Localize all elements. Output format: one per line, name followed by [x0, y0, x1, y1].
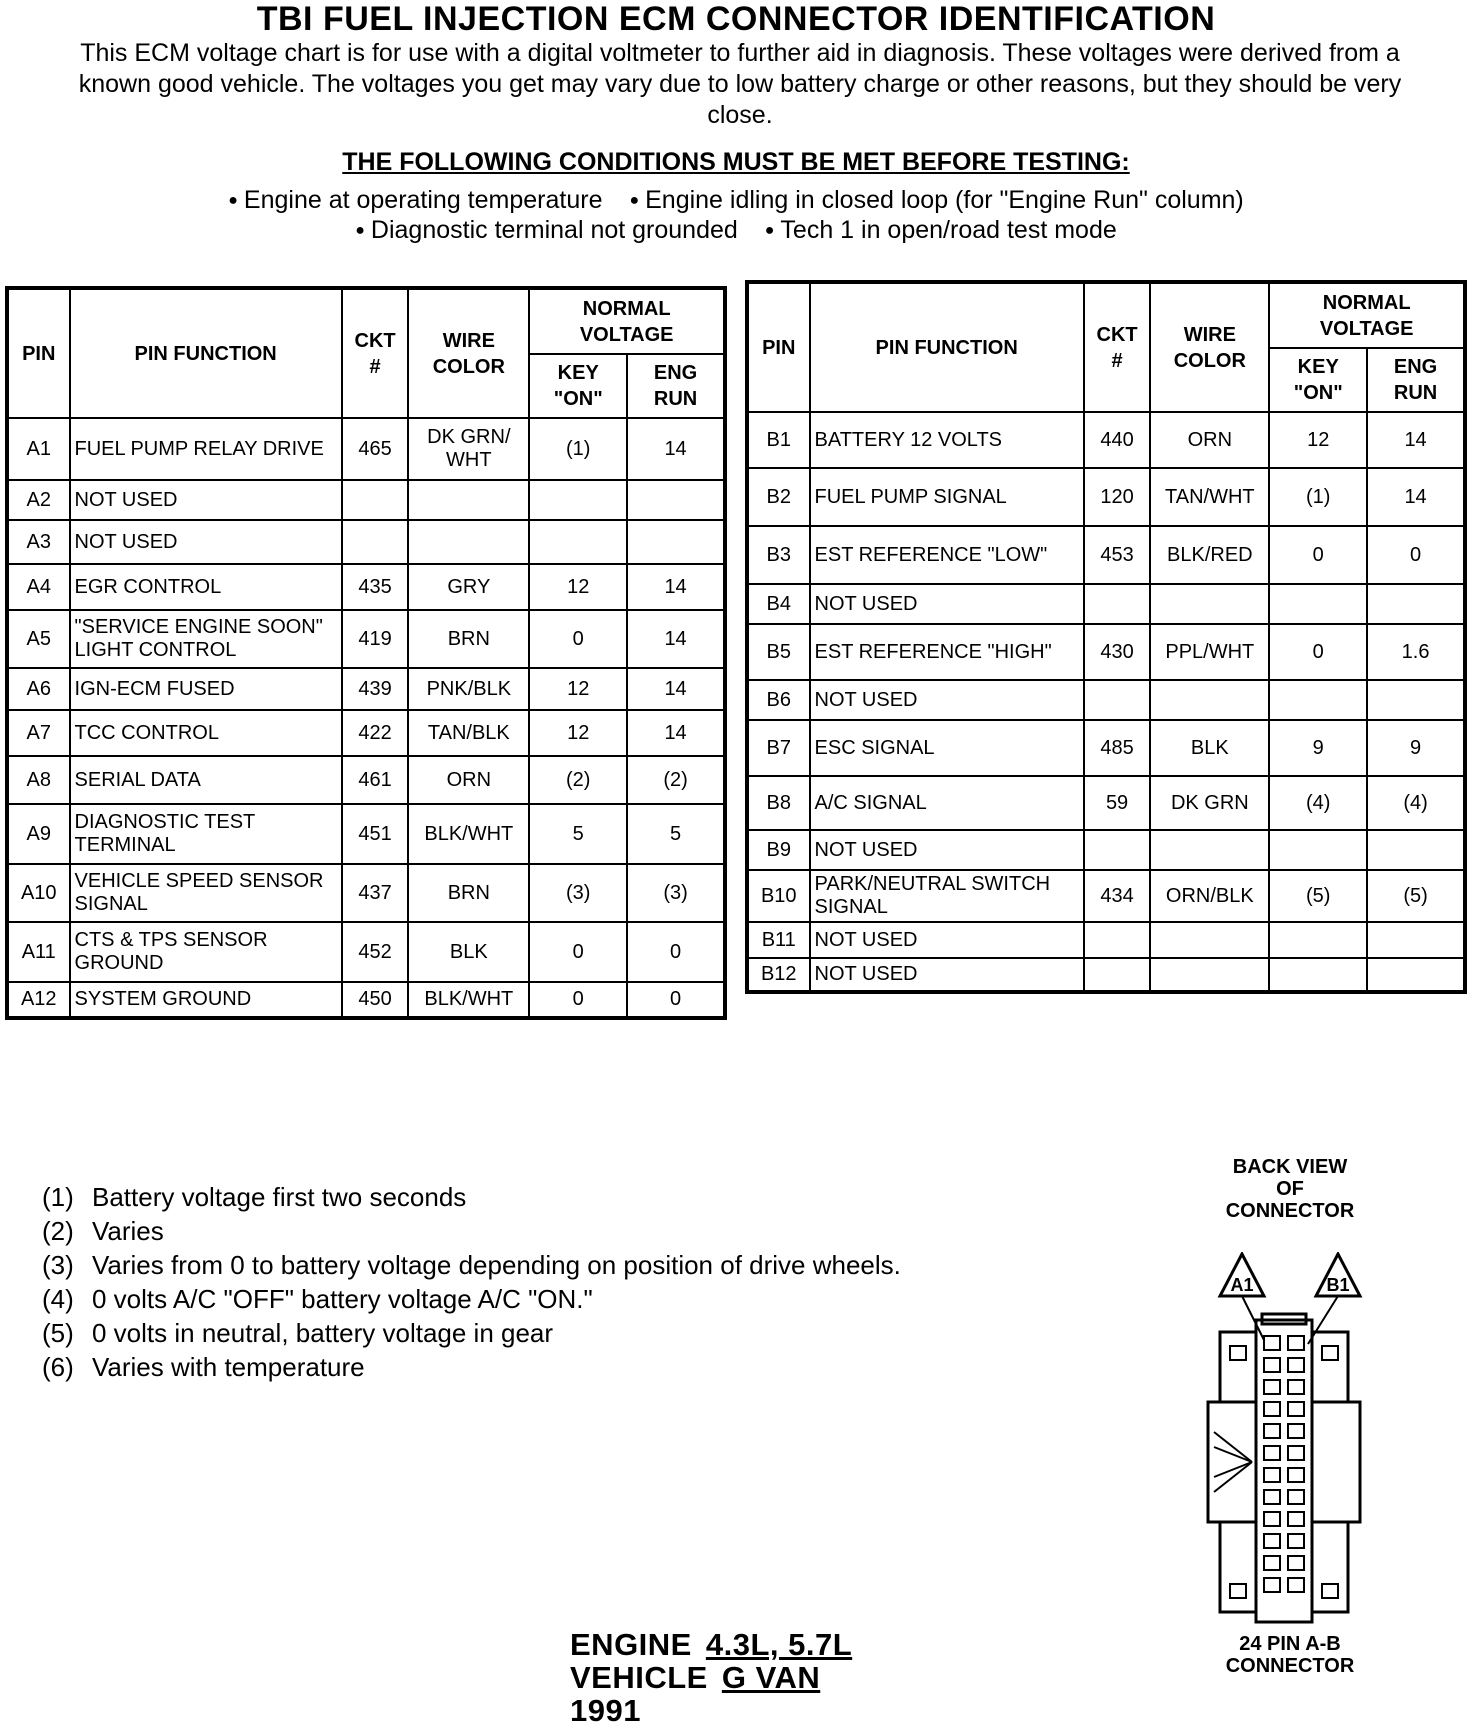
pin-cell: A10	[7, 864, 70, 922]
pin-function-cell: NOT USED	[810, 584, 1084, 624]
wire-color-cell: BRN	[408, 610, 529, 668]
pin-cell: B11	[747, 922, 810, 958]
header-function: PIN FUNCTION	[810, 282, 1084, 412]
header-ckt: CKT #	[1084, 282, 1151, 412]
connector-b-rows	[747, 412, 1465, 992]
pin-function-cell: CTS & TPS SENSOR GROUND	[70, 922, 342, 982]
condition-item: ● Engine idling in closed loop (for "Engine Run" column)	[629, 186, 1243, 214]
vehicle-info	[570, 1628, 852, 1727]
ckt-cell: 59	[1084, 776, 1151, 830]
key-on-voltage-cell	[1269, 922, 1367, 958]
wire-color-cell	[408, 520, 529, 564]
key-on-voltage-cell	[1269, 680, 1367, 720]
engine-value: 4.3L, 5.7L	[705, 1627, 853, 1662]
eng-run-voltage-cell: 14	[1367, 412, 1465, 468]
pin-cell: B10	[747, 870, 810, 922]
ckt-cell: 450	[342, 982, 409, 1018]
footnote	[42, 1282, 901, 1316]
footnote-key: (1)	[42, 1182, 74, 1212]
wire-color-cell: BLK/RED	[1150, 526, 1269, 584]
footnote-text: 0 volts A/C "OFF" battery voltage A/C "ON."	[92, 1284, 593, 1314]
ckt-cell: 439	[342, 668, 409, 710]
caption-line: OF	[1276, 1178, 1304, 1200]
conditions-heading-text: THE FOLLOWING CONDITIONS MUST BE MET BEFORE TESTING:	[342, 148, 1130, 176]
condition-item: ● Diagnostic terminal not grounded	[355, 216, 738, 244]
wire-color-cell: TAN/WHT	[1150, 468, 1269, 526]
pin-function-cell: SERIAL DATA	[70, 756, 342, 804]
eng-run-voltage-cell: 14	[627, 710, 725, 756]
eng-run-voltage-cell	[1367, 680, 1465, 720]
key-on-voltage-cell: (4)	[1269, 776, 1367, 830]
pin-cell: B9	[747, 830, 810, 870]
table-row	[747, 468, 1465, 526]
key-on-voltage-cell: (2)	[529, 756, 627, 804]
eng-run-voltage-cell	[1367, 584, 1465, 624]
table-row	[7, 668, 725, 710]
eng-run-voltage-cell	[627, 480, 725, 520]
ckt-cell: 452	[342, 922, 409, 982]
table-row	[7, 520, 725, 564]
pin-function-cell: VEHICLE SPEED SENSOR SIGNAL	[70, 864, 342, 922]
connector-caption-bottom	[1190, 1633, 1390, 1677]
table-row	[747, 776, 1465, 830]
pin-function-cell: SYSTEM GROUND	[70, 982, 342, 1018]
pin-cell: A7	[7, 710, 70, 756]
key-on-voltage-cell	[1269, 958, 1367, 992]
ckt-cell	[1084, 584, 1151, 624]
header-wire: WIRE COLOR	[408, 288, 529, 418]
table-row	[747, 720, 1465, 776]
table-row	[7, 982, 725, 1018]
eng-run-voltage-cell: (2)	[627, 756, 725, 804]
pin-function-cell: NOT USED	[810, 680, 1084, 720]
eng-run-voltage-cell: 5	[627, 804, 725, 864]
wire-color-cell: BLK	[1150, 720, 1269, 776]
header-pin: PIN	[7, 288, 70, 418]
pin-function-cell: NOT USED	[810, 922, 1084, 958]
ckt-cell: 461	[342, 756, 409, 804]
pin-function-cell: A/C SIGNAL	[810, 776, 1084, 830]
pin-function-cell: EGR CONTROL	[70, 564, 342, 610]
key-on-voltage-cell: 5	[529, 804, 627, 864]
ckt-cell	[342, 480, 409, 520]
label-b1: B1	[1326, 1275, 1350, 1295]
ckt-cell: 120	[1084, 468, 1151, 526]
footnote	[42, 1350, 901, 1384]
ckt-cell: 453	[1084, 526, 1151, 584]
footnote	[42, 1214, 901, 1248]
pin-cell: A11	[7, 922, 70, 982]
pin-function-cell: NOT USED	[70, 520, 342, 564]
pin-cell: B8	[747, 776, 810, 830]
wire-color-cell	[1150, 958, 1269, 992]
ckt-cell: 465	[342, 418, 409, 480]
wire-color-cell: BLK	[408, 922, 529, 982]
pin-function-cell: FUEL PUMP SIGNAL	[810, 468, 1084, 526]
table-row	[7, 756, 725, 804]
table-row	[7, 864, 725, 922]
year: 1991	[570, 1693, 641, 1728]
eng-run-voltage-cell: 0	[627, 922, 725, 982]
connector-caption-top	[1190, 1156, 1390, 1222]
eng-run-voltage-cell: 14	[627, 418, 725, 480]
caption-line: CONNECTOR	[1225, 1200, 1355, 1222]
key-on-voltage-cell: (3)	[529, 864, 627, 922]
table-row	[747, 412, 1465, 468]
conditions-row-2	[0, 216, 1472, 245]
vehicle-value: G VAN	[721, 1660, 821, 1695]
key-on-voltage-cell	[529, 520, 627, 564]
wire-color-cell: ORN/BLK	[1150, 870, 1269, 922]
caption-line: BACK VIEW	[1232, 1156, 1348, 1178]
table-row	[747, 624, 1465, 680]
wire-color-cell: BLK/WHT	[408, 804, 529, 864]
eng-run-voltage-cell	[1367, 958, 1465, 992]
pin-function-cell: "SERVICE ENGINE SOON" LIGHT CONTROL	[70, 610, 342, 668]
eng-run-voltage-cell: 0	[627, 982, 725, 1018]
footnote-text: 0 volts in neutral, battery voltage in gear	[92, 1318, 554, 1348]
pin-cell: B2	[747, 468, 810, 526]
wire-color-cell: BRN	[408, 864, 529, 922]
footnote	[42, 1180, 901, 1214]
ckt-cell: 422	[342, 710, 409, 756]
table-row	[7, 610, 725, 668]
table-row	[747, 680, 1465, 720]
ckt-cell: 435	[342, 564, 409, 610]
connector-a-table	[5, 286, 727, 1020]
key-on-voltage-cell: 0	[529, 610, 627, 668]
wire-color-cell	[1150, 830, 1269, 870]
eng-run-voltage-cell: (4)	[1367, 776, 1465, 830]
vehicle-row	[570, 1661, 852, 1694]
pin-cell: B12	[747, 958, 810, 992]
header-normal-voltage: NORMAL VOLTAGE	[529, 288, 725, 354]
pin-function-cell: NOT USED	[70, 480, 342, 520]
header-key-on: KEY "ON"	[1269, 348, 1367, 412]
pin-cell: A5	[7, 610, 70, 668]
eng-run-voltage-cell: 14	[1367, 468, 1465, 526]
pin-function-cell: EST REFERENCE "LOW"	[810, 526, 1084, 584]
footnote-key: (4)	[42, 1284, 74, 1314]
wire-color-cell	[1150, 584, 1269, 624]
pin-function-cell: NOT USED	[810, 958, 1084, 992]
table-row	[747, 958, 1465, 992]
ckt-cell: 434	[1084, 870, 1151, 922]
key-on-voltage-cell: 0	[1269, 526, 1367, 584]
caption-line: 24 PIN A-B	[1239, 1633, 1341, 1655]
footnote-key: (2)	[42, 1216, 74, 1246]
wire-color-cell: ORN	[408, 756, 529, 804]
key-on-voltage-cell: 0	[529, 922, 627, 982]
pin-cell: B6	[747, 680, 810, 720]
pin-function-cell: IGN-ECM FUSED	[70, 668, 342, 710]
table-row	[747, 526, 1465, 584]
pin-cell: A9	[7, 804, 70, 864]
pin-cell: B1	[747, 412, 810, 468]
footnote-key: (5)	[42, 1318, 74, 1348]
wire-color-cell: DK GRN/ WHT	[408, 418, 529, 480]
key-on-voltage-cell: (1)	[529, 418, 627, 480]
footnote-text: Varies with temperature	[92, 1352, 365, 1382]
eng-run-voltage-cell: 1.6	[1367, 624, 1465, 680]
key-on-voltage-cell: 0	[529, 982, 627, 1018]
table-row	[7, 804, 725, 864]
table-row	[7, 564, 725, 610]
ckt-cell	[1084, 958, 1151, 992]
condition-item: ● Engine at operating temperature	[228, 186, 602, 214]
footnote-key: (3)	[42, 1250, 74, 1280]
header-key-on: KEY "ON"	[529, 354, 627, 418]
pin-cell: B3	[747, 526, 810, 584]
table-row	[7, 710, 725, 756]
ckt-cell: 419	[342, 610, 409, 668]
eng-run-voltage-cell: 14	[627, 668, 725, 710]
ckt-cell: 440	[1084, 412, 1151, 468]
connector-latch	[1214, 1432, 1252, 1492]
ckt-cell: 451	[342, 804, 409, 864]
table-row	[7, 922, 725, 982]
key-on-voltage-cell: (5)	[1269, 870, 1367, 922]
footnote-text: Battery voltage first two seconds	[92, 1182, 467, 1212]
key-on-voltage-cell: 12	[529, 564, 627, 610]
table-row	[7, 480, 725, 520]
wire-color-cell	[1150, 922, 1269, 958]
pin-cell: A1	[7, 418, 70, 480]
key-on-voltage-cell: 12	[529, 668, 627, 710]
pin-function-cell: BATTERY 12 VOLTS	[810, 412, 1084, 468]
key-on-voltage-cell: (1)	[1269, 468, 1367, 526]
wire-color-cell	[408, 480, 529, 520]
key-on-voltage-cell: 12	[1269, 412, 1367, 468]
pin-cell: B5	[747, 624, 810, 680]
footnote	[42, 1248, 901, 1282]
wire-color-cell: PNK/BLK	[408, 668, 529, 710]
eng-run-voltage-cell: 0	[1367, 526, 1465, 584]
engine-row	[570, 1628, 852, 1661]
table-row	[7, 418, 725, 480]
wire-color-cell: TAN/BLK	[408, 710, 529, 756]
table-row	[747, 870, 1465, 922]
footnote	[42, 1316, 901, 1350]
pin-function-cell: ESC SIGNAL	[810, 720, 1084, 776]
pin-function-cell: FUEL PUMP RELAY DRIVE	[70, 418, 342, 480]
connector-diagram	[1180, 1252, 1390, 1632]
eng-run-voltage-cell: (5)	[1367, 870, 1465, 922]
pin-function-cell: TCC CONTROL	[70, 710, 342, 756]
ckt-cell	[1084, 922, 1151, 958]
footnote-key: (6)	[42, 1352, 74, 1382]
pin-cell: A4	[7, 564, 70, 610]
pin-cell: B7	[747, 720, 810, 776]
key-on-voltage-cell	[1269, 830, 1367, 870]
key-on-voltage-cell: 12	[529, 710, 627, 756]
header-ckt: CKT #	[342, 288, 409, 418]
eng-run-voltage-cell	[1367, 922, 1465, 958]
engine-label: ENGINE	[570, 1627, 692, 1662]
header-pin: PIN	[747, 282, 810, 412]
key-on-voltage-cell	[1269, 584, 1367, 624]
pin-function-cell: PARK/NEUTRAL SWITCH SIGNAL	[810, 870, 1084, 922]
wire-color-cell: PPL/WHT	[1150, 624, 1269, 680]
pin-cell: A6	[7, 668, 70, 710]
pin-cell: A2	[7, 480, 70, 520]
ckt-cell	[342, 520, 409, 564]
pin-function-cell: EST REFERENCE "HIGH"	[810, 624, 1084, 680]
conditions-heading	[0, 148, 1472, 177]
footnote-text: Varies from 0 to battery voltage depending on position of drive wheels.	[92, 1250, 901, 1280]
ckt-cell: 430	[1084, 624, 1151, 680]
connector-a-rows	[7, 418, 725, 1018]
condition-item: ● Tech 1 in open/road test mode	[765, 216, 1117, 244]
eng-run-voltage-cell	[627, 520, 725, 564]
vehicle-label: VEHICLE	[570, 1660, 708, 1695]
pin-cell: B4	[747, 584, 810, 624]
table-row	[747, 922, 1465, 958]
pin-function-cell: DIAGNOSTIC TEST TERMINAL	[70, 804, 342, 864]
ckt-cell: 437	[342, 864, 409, 922]
pin-cell: A8	[7, 756, 70, 804]
conditions-row-1	[0, 186, 1472, 215]
header-normal-voltage: NORMAL VOLTAGE	[1269, 282, 1465, 348]
pin-function-cell: NOT USED	[810, 830, 1084, 870]
ckt-cell: 485	[1084, 720, 1151, 776]
table-row	[747, 830, 1465, 870]
header-function: PIN FUNCTION	[70, 288, 342, 418]
pin-cell: A12	[7, 982, 70, 1018]
eng-run-voltage-cell	[1367, 830, 1465, 870]
ckt-cell	[1084, 680, 1151, 720]
footnotes	[42, 1180, 901, 1384]
wire-color-cell	[1150, 680, 1269, 720]
key-on-voltage-cell: 9	[1269, 720, 1367, 776]
wire-color-cell: GRY	[408, 564, 529, 610]
header-eng-run: ENG RUN	[627, 354, 725, 418]
label-a1: A1	[1230, 1275, 1254, 1295]
header-wire: WIRE COLOR	[1150, 282, 1269, 412]
wire-color-cell: ORN	[1150, 412, 1269, 468]
table-row	[747, 584, 1465, 624]
footnote-text: Varies	[92, 1216, 164, 1246]
ckt-cell	[1084, 830, 1151, 870]
eng-run-voltage-cell: 9	[1367, 720, 1465, 776]
eng-run-voltage-cell: (3)	[627, 864, 725, 922]
intro-text: This ECM voltage chart is for use with a digital voltmeter to further aid in diagnosis. These voltages were derived from a known good vehicle. The voltages you get may vary due to low battery charge or other reasons, but they should be very close.	[78, 39, 1402, 129]
wire-color-cell: DK GRN	[1150, 776, 1269, 830]
wire-color-cell: BLK/WHT	[408, 982, 529, 1018]
header-eng-run: ENG RUN	[1367, 348, 1465, 412]
eng-run-voltage-cell: 14	[627, 610, 725, 668]
connector-b-table	[745, 280, 1467, 994]
caption-line: CONNECTOR	[1225, 1655, 1355, 1677]
key-on-voltage-cell: 0	[1269, 624, 1367, 680]
key-on-voltage-cell	[529, 480, 627, 520]
pin-cell: A3	[7, 520, 70, 564]
page-title: TBI FUEL INJECTION ECM CONNECTOR IDENTIFICATION	[256, 0, 1216, 38]
eng-run-voltage-cell: 14	[627, 564, 725, 610]
